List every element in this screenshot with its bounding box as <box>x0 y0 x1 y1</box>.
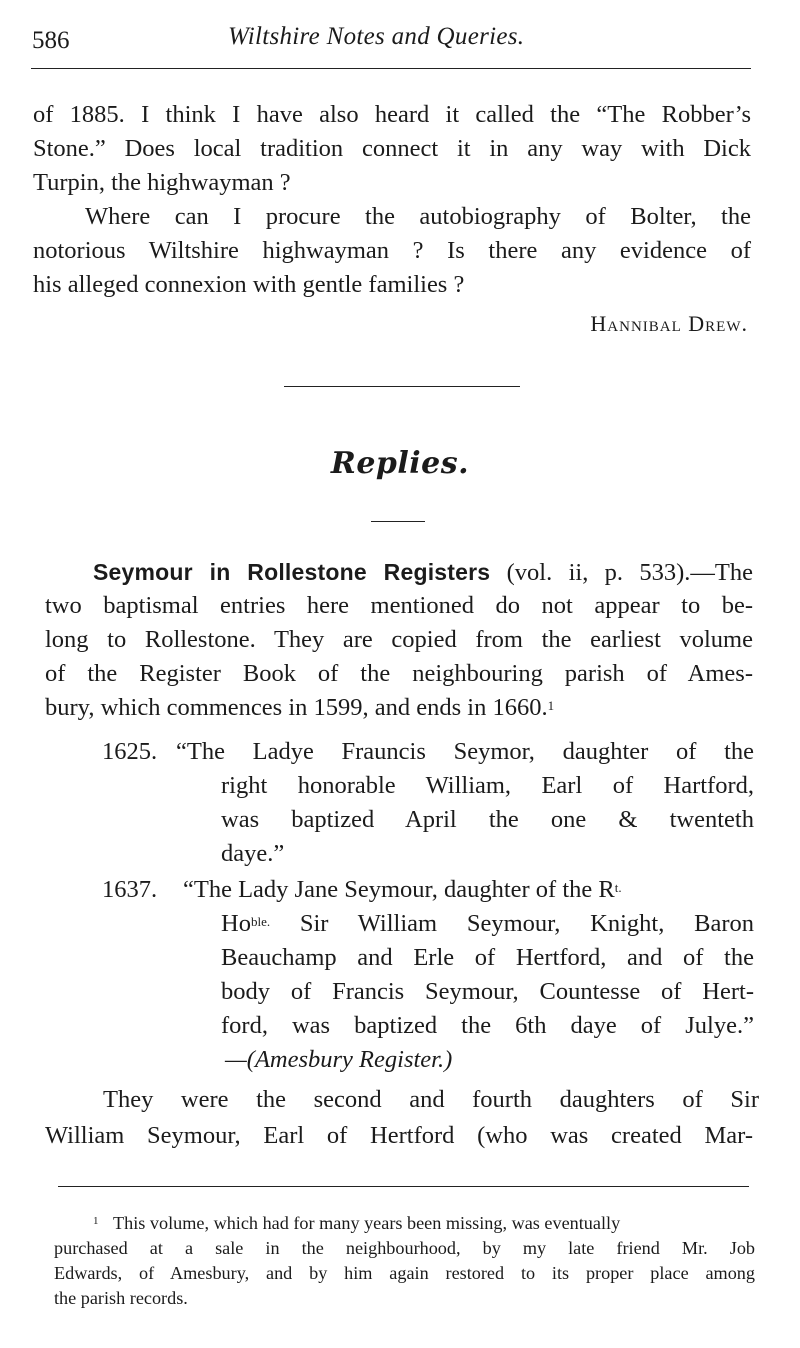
footnote-line: the parish records. <box>54 1288 188 1308</box>
query-line: of 1885. I think I have also heard it called the “The Robber’s <box>33 101 751 128</box>
query-line: Where can I procure the autobiography of Bolter, the <box>85 203 751 230</box>
section-divider <box>284 386 520 387</box>
closing-line: They were the second and fourth daughters of Sir <box>103 1086 759 1113</box>
entry-line <box>221 909 754 939</box>
page-number: 586 <box>32 27 70 54</box>
entry-line: right honorable William, Earl of Hartford, <box>221 772 754 799</box>
reply-intro-text: bury, which commences in 1599, and ends in 1660. <box>45 694 548 721</box>
entry-text: Sir William Seymour, Knight, Baron <box>270 910 754 937</box>
entry-line: ford, was baptized the 6th daye of Julye.” <box>221 1012 754 1039</box>
query-line: his alleged connexion with gentle families ? <box>33 271 465 298</box>
entry-text: Ho <box>221 910 251 937</box>
entry-line: daye.” <box>221 840 285 867</box>
entry-line: Beauchamp and Erle of Hertford, and of the <box>221 944 754 971</box>
entry-year: 1637. <box>102 876 158 903</box>
entry-year: 1625. <box>102 738 158 765</box>
footnote-rule <box>58 1186 749 1187</box>
entry-line: was baptized April the one & twenteth <box>221 806 754 833</box>
header-rule <box>31 68 751 69</box>
running-title: Wiltshire Notes and Queries. <box>228 23 525 50</box>
query-signature: Hannibal Drew. <box>590 311 748 336</box>
reply-intro-line <box>45 693 554 723</box>
entry-line <box>183 875 622 905</box>
closing-line: William Seymour, Earl of Hertford (who was created Mar- <box>45 1122 753 1149</box>
reply-heading-line <box>93 557 753 588</box>
superscript: t. <box>614 880 622 895</box>
footnote-line: purchased at a sale in the neighbourhood, by my late friend Mr. Job <box>54 1238 755 1258</box>
reply-intro-line: of the Register Book of the neighbouring parish of Ames- <box>45 660 753 687</box>
query-line: Turpin, the highwayman ? <box>33 169 291 196</box>
query-line: Stone.” Does local tradition connect it in any way with Dick <box>33 135 751 162</box>
footnote-line: Edwards, of Amesbury, and by him again restored to its proper place among <box>54 1263 755 1283</box>
section-heading: Replies. <box>330 446 470 481</box>
reply-intro-line: two baptismal entries here mentioned do not appear to be- <box>45 592 753 619</box>
reply-intro-line: long to Rollestone. They are copied from the earliest volume <box>45 626 753 653</box>
reply-heading: Seymour in Rollestone Registers <box>93 559 491 585</box>
query-line: notorious Wiltshire highwayman ? Is there any evidence of <box>33 237 751 264</box>
footnote-text: This volume, which had for many years been missing, was eventually <box>113 1213 621 1233</box>
superscript: ble. <box>250 914 271 929</box>
entry-line: body of Francis Seymour, Countesse of Hert- <box>221 978 754 1005</box>
footnote-ref: 1 <box>547 698 555 713</box>
footnote-mark: 1 <box>93 1215 99 1227</box>
reply-heading-ref: (vol. ii, p. 533).—The <box>506 559 753 586</box>
entry-source: —(Amesbury Register.) <box>225 1046 453 1073</box>
entry-line: “The Ladye Frauncis Seymor, daughter of the <box>176 738 754 765</box>
footnote-line <box>93 1211 755 1236</box>
entry-text: “The Lady Jane Seymour, daughter of the R <box>183 876 615 903</box>
heading-rule <box>371 521 425 522</box>
